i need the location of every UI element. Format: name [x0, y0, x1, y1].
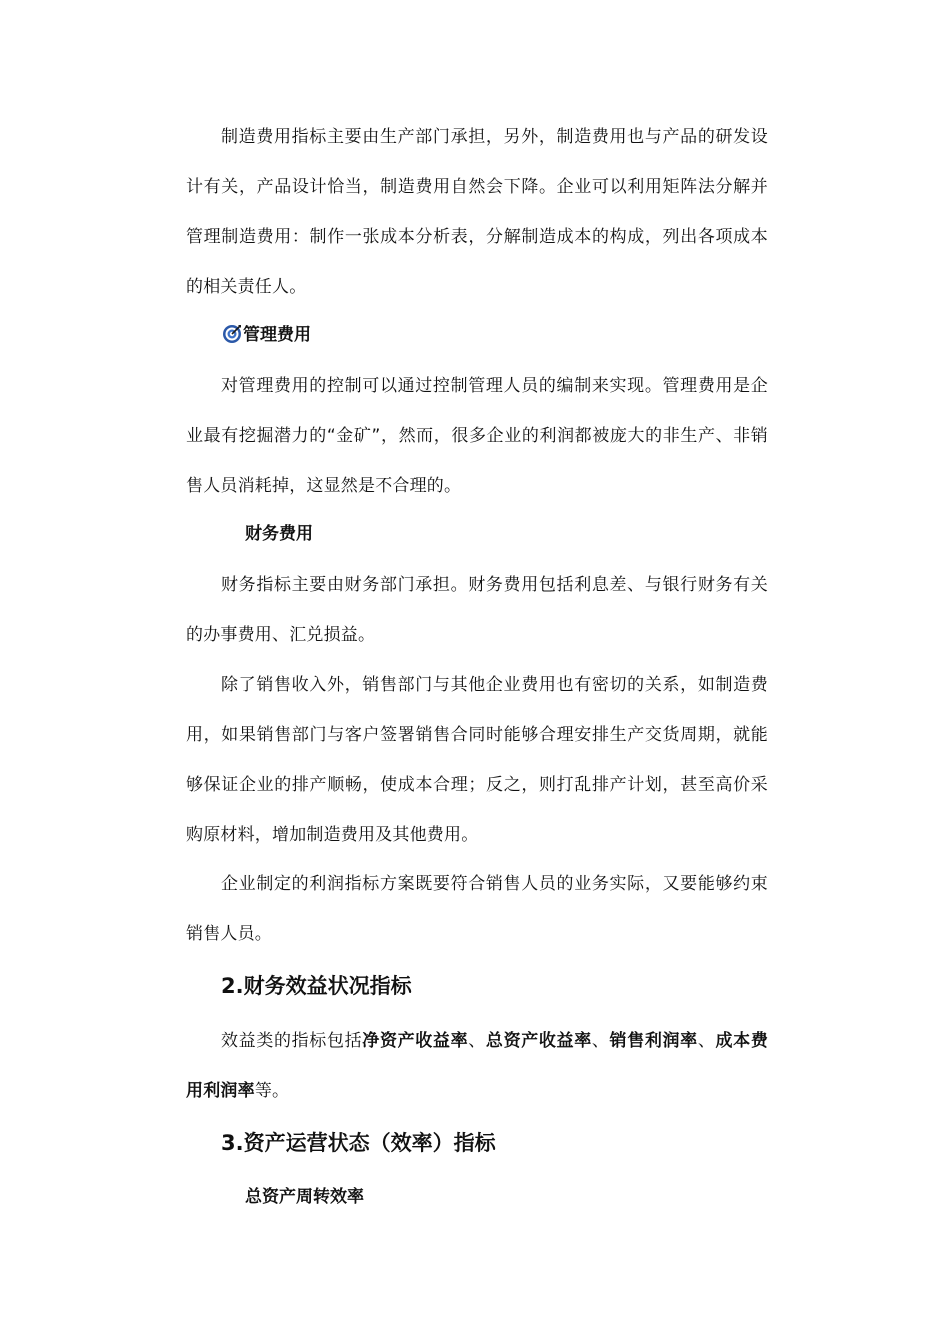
- paragraph-management-fee: 对管理费用的控制可以通过控制管理人员的编制来实现。管理费用是企业最有挖掘潜力的“金矿”，然而，很多企业的利润都被庞大的非生产、非销售人员消耗掉，这显然是不合理的。: [186, 376, 768, 496]
- paragraph-finance-fee: 财务指标主要由财务部门承担。财务费用包括利息差、与银行财务有关的办事费用、汇兑损益。: [186, 575, 768, 645]
- subheading-label: 管理费用: [243, 325, 311, 345]
- keyword-roa: 总资产收益率: [485, 1031, 592, 1051]
- separator: 、: [468, 1031, 486, 1051]
- subheading-finance-fee: 财务费用: [245, 524, 313, 544]
- benefit-tail-text: 等。: [254, 1081, 290, 1101]
- target-icon: [222, 324, 242, 344]
- keyword-sales-margin: 销售利润率: [609, 1031, 698, 1051]
- paragraph-benefit-indicators: [186, 1016, 768, 1116]
- separator: 、: [697, 1031, 716, 1051]
- separator: 、: [591, 1031, 610, 1051]
- benefit-lead-text: 效益类的指标包括: [221, 1031, 363, 1051]
- subheading-asset-turnover: 总资产周转效率: [245, 1187, 364, 1207]
- keyword-roe: 净资产收益率: [362, 1031, 469, 1051]
- paragraph-profit-plan: 企业制定的利润指标方案既要符合销售人员的业务实际，又要能够约束销售人员。: [186, 874, 768, 944]
- paragraph-sales-relation: 除了销售收入外，销售部门与其他企业费用也有密切的关系，如制造费用，如果销售部门与客户签署销售合同时能够合理安排生产交货周期，就能够保证企业的排产顺畅，使成本合理；反之，则打乱排产计划，甚至高价采购原材料，增加制造费用及其他费用。: [186, 675, 768, 845]
- paragraph-manufacturing-cost: 制造费用指标主要由生产部门承担，另外，制造费用也与产品的研发设计有关，产品设计恰当，制造费用自然会下降。企业可以利用矩阵法分解并管理制造费用：制作一张成本分析表，分解制造成本的构成，列出各项成本的相关责任人。: [186, 127, 768, 297]
- keyword-cost-profit-rate: 成本费用利润率: [186, 1031, 769, 1101]
- heading-asset-operation: 3.资产运营状态（效率）指标: [221, 1131, 496, 1155]
- subheading-management-fee: [222, 320, 311, 350]
- heading-financial-benefit: 2.财务效益状况指标: [221, 974, 412, 998]
